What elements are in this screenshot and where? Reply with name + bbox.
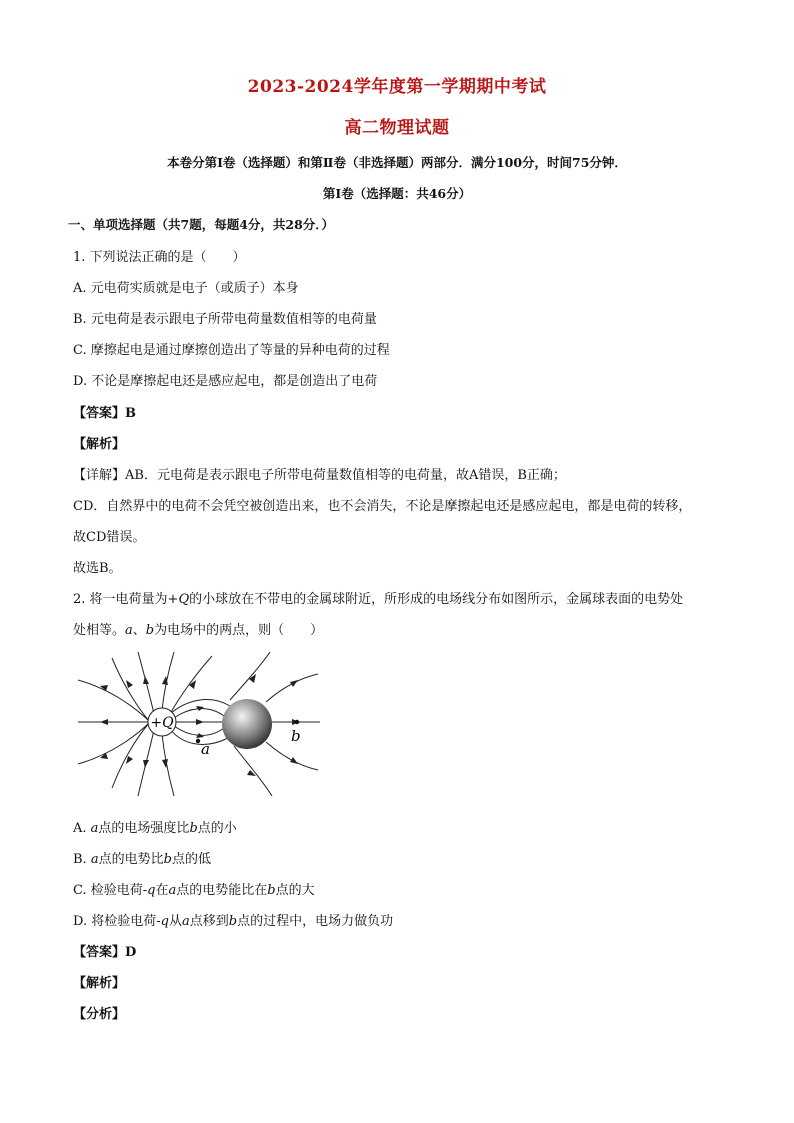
opt-prefix: C. 检验电荷- <box>73 883 148 898</box>
exam-instructions: 本卷分第Ⅰ卷（选择题）和第Ⅱ卷（非选择题）两部分．满分100分，时间75分钟． <box>167 155 627 170</box>
opt-var: a <box>168 883 177 898</box>
q2-stem-line2 <box>73 619 323 638</box>
q1-answer: 【答案】B <box>73 406 136 421</box>
q1-stem: 1. 下列说法正确的是（ ） <box>73 250 246 265</box>
opt-var: b <box>267 883 276 898</box>
opt-var: b <box>228 914 238 929</box>
opt-text: 从 <box>168 914 182 929</box>
q2-stem-b: b <box>145 623 155 638</box>
opt-prefix: B. <box>73 852 91 867</box>
q2-analysis-sub: 【分析】 <box>73 1007 126 1022</box>
opt-text: 点的低 <box>171 852 211 867</box>
point-b-label: b <box>291 727 301 745</box>
q2-stem-text-3: 处相等。 <box>73 623 126 638</box>
point-a-dot <box>196 739 200 743</box>
field-lines <box>78 652 320 796</box>
electric-field-figure <box>78 652 322 796</box>
q1-conclusion: 故选B。 <box>73 561 122 576</box>
q2-stem-sep: 、 <box>132 623 146 638</box>
q2-stem-text-2: 的小球放在不带电的金属球附近，所形成的电场线分布如图所示，金属球表面的电势处 <box>189 592 684 607</box>
q2-stem-a: a <box>125 623 133 638</box>
opt-text: 在 <box>155 883 169 898</box>
q1-analysis-label: 【解析】 <box>73 437 126 452</box>
q1-detail-2: CD．自然界中的电荷不会凭空被创造出来，也不会消失，不论是摩擦起电还是感应起电，都是电荷的转移， <box>73 499 692 514</box>
q2-analysis-label: 【解析】 <box>73 976 126 991</box>
q1-option-a: A. 元电荷实质就是电子（或质子）本身 <box>73 281 299 296</box>
opt-text: 点的电势能比在 <box>176 883 268 898</box>
opt-var: b <box>189 821 198 836</box>
q1-detail-3: 故CD错误。 <box>73 530 146 545</box>
q2-stem-text-4: 为电场中的两点，则（ ） <box>154 623 324 638</box>
opt-var: q <box>147 883 156 898</box>
opt-prefix: A. <box>73 821 91 836</box>
opt-text: 点的小 <box>197 821 237 836</box>
q2-option-c <box>73 879 315 898</box>
q2-option-a <box>73 817 237 836</box>
exam-subtitle: 高二物理试题 <box>344 118 450 138</box>
q2-option-b <box>73 848 211 867</box>
q2-stem-line1 <box>73 588 683 607</box>
q1-option-b: B. 元电荷是表示跟电子所带电荷量数值相等的电荷量 <box>73 312 377 327</box>
opt-var: b <box>163 852 172 867</box>
opt-var: a <box>90 852 99 867</box>
point-a-label: a <box>201 740 210 758</box>
charge-label: +Q <box>150 715 174 731</box>
section1-heading: 一、单项选择题（共7题，每题4分，共28分．） <box>68 217 335 232</box>
exam-title: 2023-2024学年度第一学期期中考试 <box>247 77 547 97</box>
opt-var: a <box>181 914 190 929</box>
q1-option-d: D. 不论是摩擦起电还是感应起电，都是创造出了电荷 <box>73 374 378 389</box>
q1-detail-1: 【详解】AB．元电荷是表示跟电子所带电荷量数值相等的电荷量，故A错误，B正确； <box>73 468 566 483</box>
point-b-dot <box>295 720 299 724</box>
part1-heading: 第Ⅰ卷（选择题：共46分） <box>322 186 472 201</box>
opt-prefix: D. 将检验电荷- <box>73 914 161 929</box>
opt-text: 点的过程中，电场力做负功 <box>237 914 394 929</box>
q2-option-d <box>73 910 393 929</box>
q2-stem-text: 2. 将一电荷量为+ <box>73 592 179 607</box>
opt-text: 点的电势比 <box>98 852 164 867</box>
opt-var: q <box>160 914 169 929</box>
q1-option-c: C. 摩擦起电是通过摩擦创造出了等量的异种电荷的过程 <box>73 343 390 358</box>
opt-text: 点的大 <box>275 883 315 898</box>
q2-stem-q: Q <box>178 592 190 607</box>
metal-sphere <box>222 699 272 749</box>
opt-text: 点移到 <box>189 914 229 929</box>
q2-answer: 【答案】D <box>73 945 137 960</box>
opt-text: 点的电场强度比 <box>98 821 190 836</box>
opt-var: a <box>90 821 99 836</box>
